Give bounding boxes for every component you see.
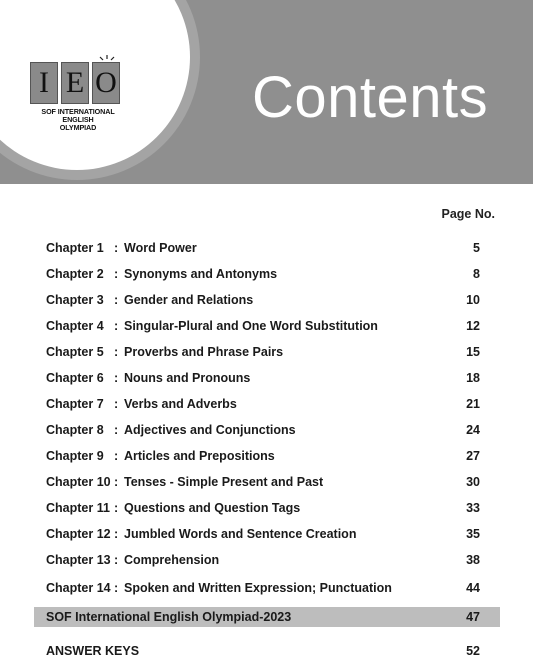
logo-letter-o-text: O [95, 66, 117, 99]
chapter-page: 10 [466, 293, 480, 307]
chapter-topic: Tenses - Simple Present and Past [124, 475, 324, 489]
ieo-logo [28, 62, 128, 132]
chapter-separator: : [114, 553, 119, 567]
chapter-page: 18 [466, 371, 480, 385]
chapter-separator: : [114, 397, 119, 411]
answer-keys-page: 52 [466, 644, 480, 658]
chapter-number: Chapter 9 [46, 449, 104, 463]
sof-exam-label: SOF International English Olympiad-2023 [46, 610, 292, 624]
toc-row [46, 343, 480, 361]
chapter-number: Chapter 2 [46, 267, 104, 281]
chapter-number: Chapter 11 [46, 501, 110, 515]
chapter-topic: Nouns and Pronouns [124, 371, 251, 385]
chapter-number: Chapter 7 [46, 397, 104, 411]
chapter-separator: : [114, 581, 119, 595]
chapter-separator: : [114, 241, 119, 255]
chapter-number: Chapter 10 [46, 475, 111, 489]
chapter-separator: : [114, 371, 119, 385]
chapter-page: 24 [466, 423, 480, 437]
chapter-page: 15 [466, 345, 480, 359]
toc-row [46, 525, 480, 543]
chapter-number: Chapter 6 [46, 371, 104, 385]
chapter-separator: : [114, 501, 119, 515]
sof-exam-row [34, 607, 500, 627]
chapter-topic: Questions and Question Tags [124, 501, 301, 515]
logo-letter-i: I [30, 62, 58, 104]
chapter-topic: Singular-Plural and One Word Substitution [124, 319, 378, 333]
chapter-page: 35 [466, 527, 480, 541]
chapter-separator: : [114, 345, 119, 359]
chapter-topic: Adjectives and Conjunctions [124, 423, 296, 437]
chapter-page: 5 [473, 241, 480, 255]
chapter-number: Chapter 1 [46, 241, 104, 255]
chapter-separator: : [114, 267, 119, 281]
toc-row [46, 551, 480, 569]
chapter-topic: Spoken and Written Expression; Punctuation [124, 581, 392, 595]
logo-caption-line1: SOF INTERNATIONAL ENGLISH [41, 107, 115, 124]
chapter-number: Chapter 12 [46, 527, 111, 541]
toc-row [46, 447, 480, 465]
chapter-separator: : [114, 319, 119, 333]
chapter-topic: Jumbled Words and Sentence Creation [124, 527, 357, 541]
toc-row [46, 579, 480, 597]
answer-keys-row [46, 644, 480, 658]
page-number-header: Page No. [441, 207, 495, 221]
chapter-page: 8 [473, 267, 480, 281]
chapter-number: Chapter 5 [46, 345, 104, 359]
toc-row [46, 369, 480, 387]
logo-letter-e: E [61, 62, 89, 104]
toc-row [46, 395, 480, 413]
chapter-topic: Gender and Relations [124, 293, 254, 307]
toc-row [46, 239, 480, 257]
page-title: Contents [252, 65, 489, 130]
chapter-separator: : [114, 527, 119, 541]
chapter-number: Chapter 14 [46, 581, 111, 595]
chapter-number: Chapter 8 [46, 423, 104, 437]
chapter-number: Chapter 13 [46, 553, 111, 567]
toc-row [46, 291, 480, 309]
chapter-page: 21 [466, 397, 480, 411]
logo-caption [28, 108, 128, 132]
chapter-page: 27 [466, 449, 480, 463]
chapter-page: 44 [466, 581, 480, 595]
logo-letter-o [92, 62, 120, 104]
toc-row [46, 265, 480, 283]
chapter-topic: Proverbs and Phrase Pairs [124, 345, 284, 359]
chapter-number: Chapter 3 [46, 293, 104, 307]
chapter-separator: : [114, 423, 119, 437]
chapter-number: Chapter 4 [46, 319, 104, 333]
sof-exam-page: 47 [466, 610, 480, 624]
chapter-page: 33 [466, 501, 480, 515]
chapter-topic: Comprehension [124, 553, 220, 567]
toc-row [46, 473, 480, 491]
header-banner [0, 0, 533, 184]
toc-row [46, 499, 480, 517]
answer-keys-label: ANSWER KEYS [46, 644, 140, 658]
chapter-topic: Articles and Prepositions [124, 449, 275, 463]
lightbulb-icon [97, 55, 117, 65]
chapter-topic: Word Power [124, 241, 197, 255]
chapter-topic: Verbs and Adverbs [124, 397, 237, 411]
toc-row [46, 317, 480, 335]
chapter-page: 12 [466, 319, 480, 333]
chapter-topic: Synonyms and Antonyms [124, 267, 278, 281]
chapter-page: 38 [466, 553, 480, 567]
chapter-page: 30 [466, 475, 480, 489]
toc-row [46, 421, 480, 439]
logo-caption-line2: OLYMPIAD [59, 123, 97, 132]
chapter-separator: : [114, 475, 119, 489]
chapter-separator: : [114, 449, 119, 463]
chapter-separator: : [114, 293, 119, 307]
